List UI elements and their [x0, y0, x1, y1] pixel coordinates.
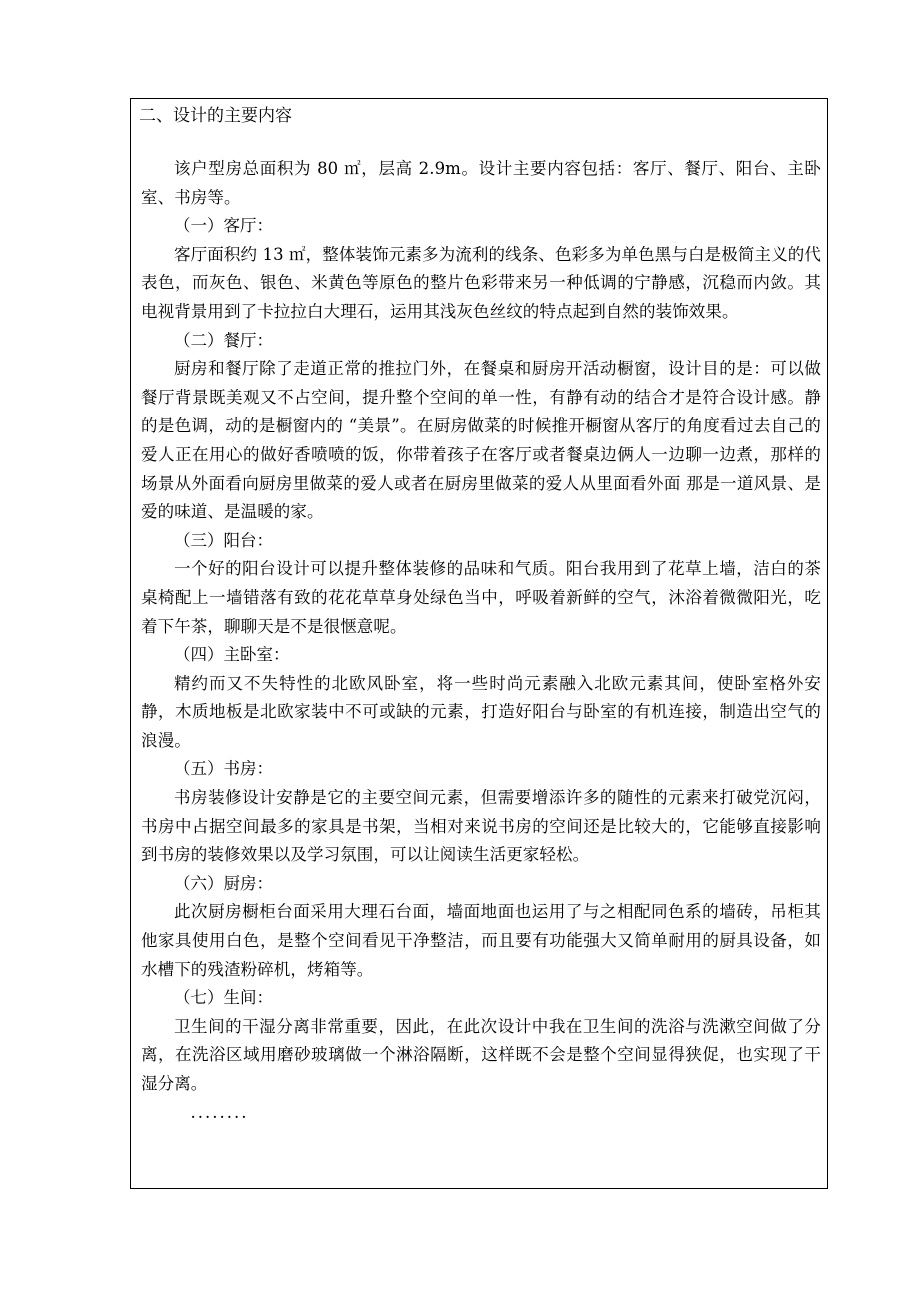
heading-dining-room: （二）餐厅： [174, 330, 273, 350]
paragraph-kitchen: 此次厨房橱柜台面采用大理石台面，墙面地面也运用了与之相配同色系的墙砖，吊柜其他家具使用白色，是整个空间看见干净整洁，而且要有功能强大又简单耐用的厨具设备，如水槽下的残渣粉碎机，烤箱等。 [141, 902, 821, 979]
heading-bathroom: （七）生间： [174, 988, 273, 1008]
heading-balcony: （三）阳台： [174, 530, 273, 550]
ellipsis: ........ [190, 1102, 249, 1122]
document-body [141, 155, 821, 1127]
paragraph-living-room: 客厅面积约 13 ㎡，整体装饰元素多为流利的线条、色彩多为单色黑与白是极简主义的代表色，而灰色、银色、米黄色等原色的整片色彩带来另一种低调的宁静感，沉稳而内敛。其电视背景用到了卡拉拉白大理石，运用其浅灰色丝纹的特点起到自然的装饰效果。 [141, 244, 821, 321]
heading-master-bedroom: （四）主卧室： [174, 645, 290, 665]
paragraph-master-bedroom: 精约而又不失特性的北欧风卧室，将一些时尚元素融入北欧元素其间，使卧室格外安静，木质地板是北欧家装中不可或缺的元素，打造好阳台与卧室的有机连接，制造出空气的浪漫。 [141, 673, 821, 750]
heading-living-room: （一）客厅： [174, 216, 273, 236]
paragraph-study: 书房装修设计安静是它的主要空间元素，但需要增添许多的随性的元素来打破党沉闷，书房中占据空间最多的家具是书架，当相对来说书房的空间还是比较大的，它能够直接影响到书房的装修效果以及学习氛围，可以让阅读生活更家轻松。 [141, 788, 821, 865]
document-frame [130, 98, 828, 1189]
intro-paragraph: 该户型房总面积为 80 ㎡，层高 2.9m。设计主要内容包括：客厅、餐厅、阳台、主卧室、书房等。 [141, 159, 821, 207]
paragraph-balcony: 一个好的阳台设计可以提升整体装修的品味和气质。阳台我用到了花草上墙，洁白的茶桌椅配上一墙错落有致的花花草草身处绿色当中，呼吸着新鲜的空气，沐浴着微微阳光，吃着下午茶，聊聊天是不是很惬意呢。 [141, 559, 821, 636]
paragraph-dining-room: 厨房和餐厅除了走道正常的推拉门外，在餐桌和厨房开活动橱窗，设计目的是：可以做餐厅背景既美观又不占空间，提升整个空间的单一性，有静有动的结合才是符合设计感。静的是色调，动的是橱窗内的 “美景”。在厨房做菜的时候推开橱窗从客厅的角度看过去自己的爱人正在用心的做好香喷喷的饭，你带着孩子在客厅或者餐桌边俩人一边聊一边煮，那样的场景从外面看向厨房里做菜的爱人或者在厨房里做菜的爱人从里面看外面 那是一道风景、是爱的味道、是温暖的家。 [141, 359, 821, 522]
heading-kitchen: （六）厨房： [174, 873, 273, 893]
heading-study: （五）书房： [174, 759, 273, 779]
paragraph-bathroom: 卫生间的干湿分离非常重要，因此，在此次设计中我在卫生间的洗浴与洗漱空间做了分离，在洗浴区域用磨砂玻璃做一个淋浴隔断，这样既不会是整个空间显得狭促，也实现了干湿分离。 [141, 1016, 821, 1093]
section-title: 二、设计的主要内容 [139, 106, 292, 126]
